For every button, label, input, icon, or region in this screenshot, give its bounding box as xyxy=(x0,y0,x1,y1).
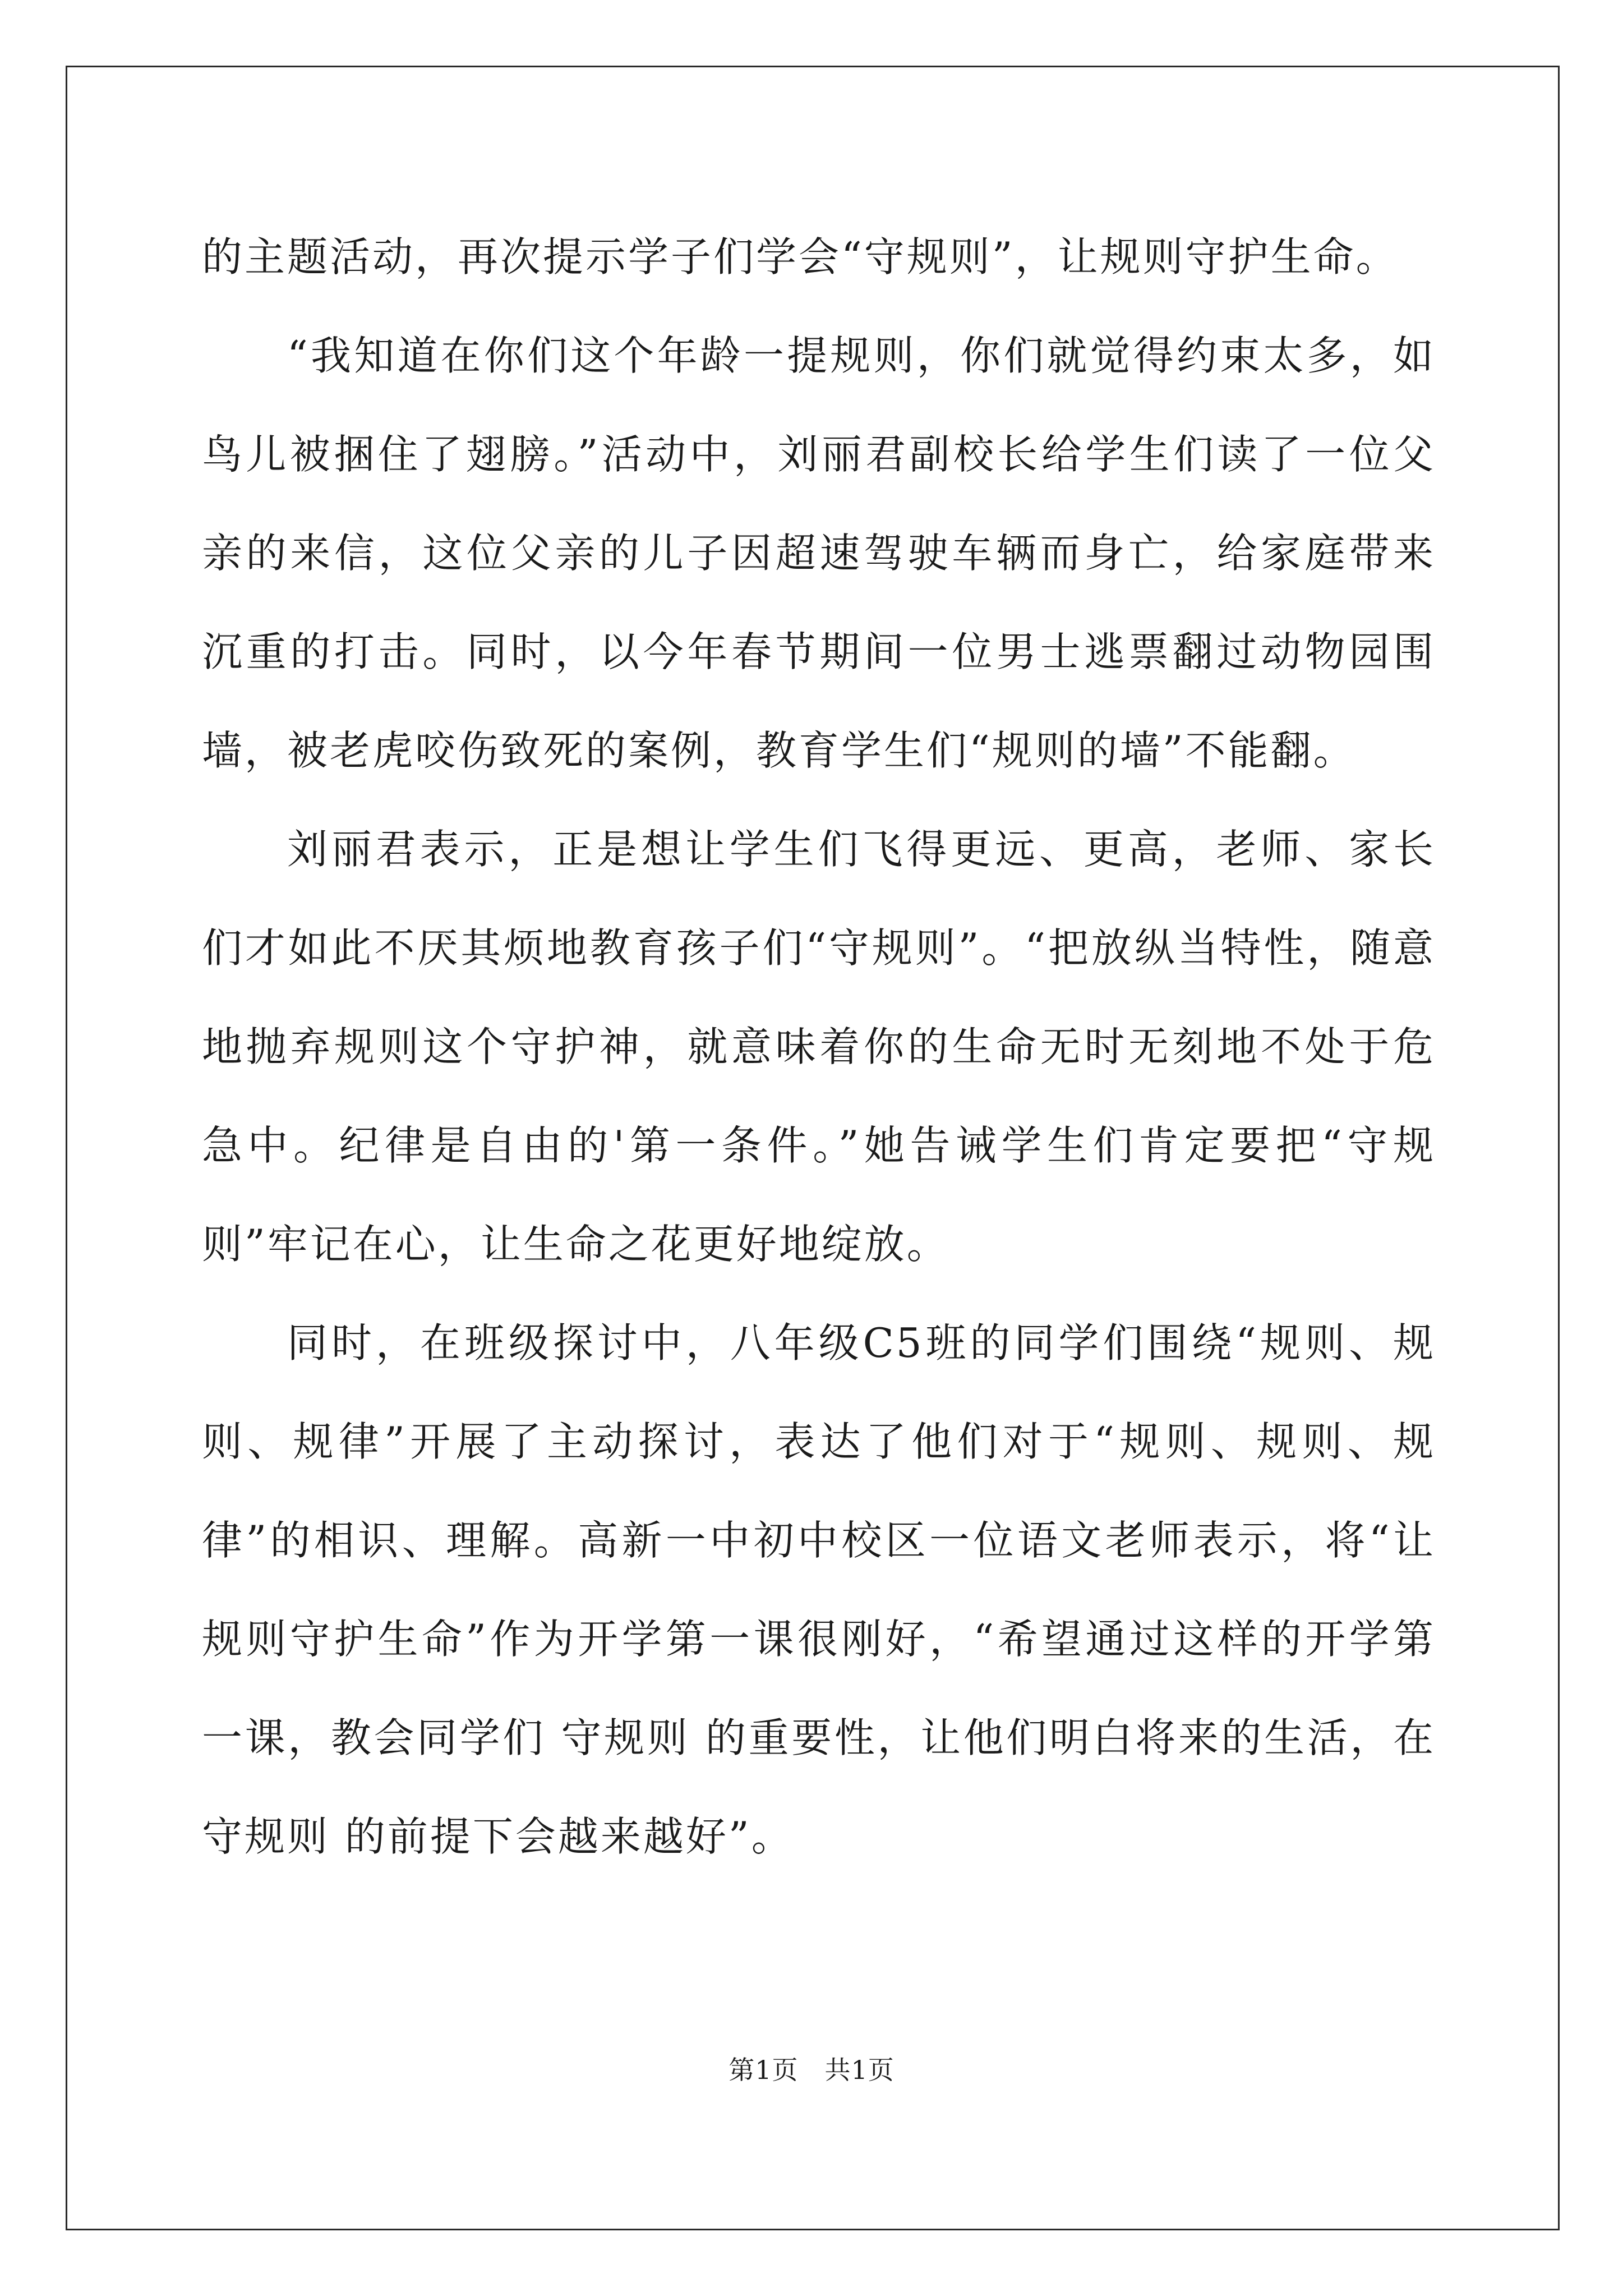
paragraph-4: 同时，在班级探讨中，八年级C5班的同学们围绕“规则、规则、规律”开展了主动探讨，表达了他们对于“规则、规则、规律”的相识、理解。高新一中初中校区一位语文老师表示，将“让规则守护生命”作为开学第一课很刚好，“希望通过这样的开学第一课，教会同学们 守规则 的重要性，让他们明白将来的生活，在 守规则 的前提下会越来越好”。 xyxy=(202,1319,1436,1860)
paragraph-2: “我知道在你们这个年龄一提规则，你们就觉得约束太多，如鸟儿被捆住了翅膀。”活动中，刘丽君副校长给学生们读了一位父亲的来信，这位父亲的儿子因超速驾驶车辆而身亡，给家庭带来沉重的打击。同时，以今年春节期间一位男士逃票翻过动物园围墙，被老虎咬伤致死的案例，教育学生们“规则的墙”不能翻。 xyxy=(202,332,1436,774)
page-total: 共1页 xyxy=(824,2055,895,2085)
page-footer xyxy=(0,2053,1623,2087)
paragraph-1: 的主题活动，再次提示学子们学会“守规则”，让规则守护生命。 xyxy=(202,233,1399,280)
page-number: 第1页 xyxy=(728,2055,799,2085)
paragraph-3: 刘丽君表示，正是想让学生们飞得更远、更高，老师、家长们才如此不厌其烦地教育孩子们“守规则”。“把放纵当特性，随意地抛弃规则这个守护神，就意味着你的生命无时无刻地不处于危急中。纪律是自由的'第一条件。”她告诫学生们肯定要把“守规则”牢记在心，让生命之花更好地绽放。 xyxy=(202,826,1436,1268)
document-body xyxy=(202,208,1436,1886)
